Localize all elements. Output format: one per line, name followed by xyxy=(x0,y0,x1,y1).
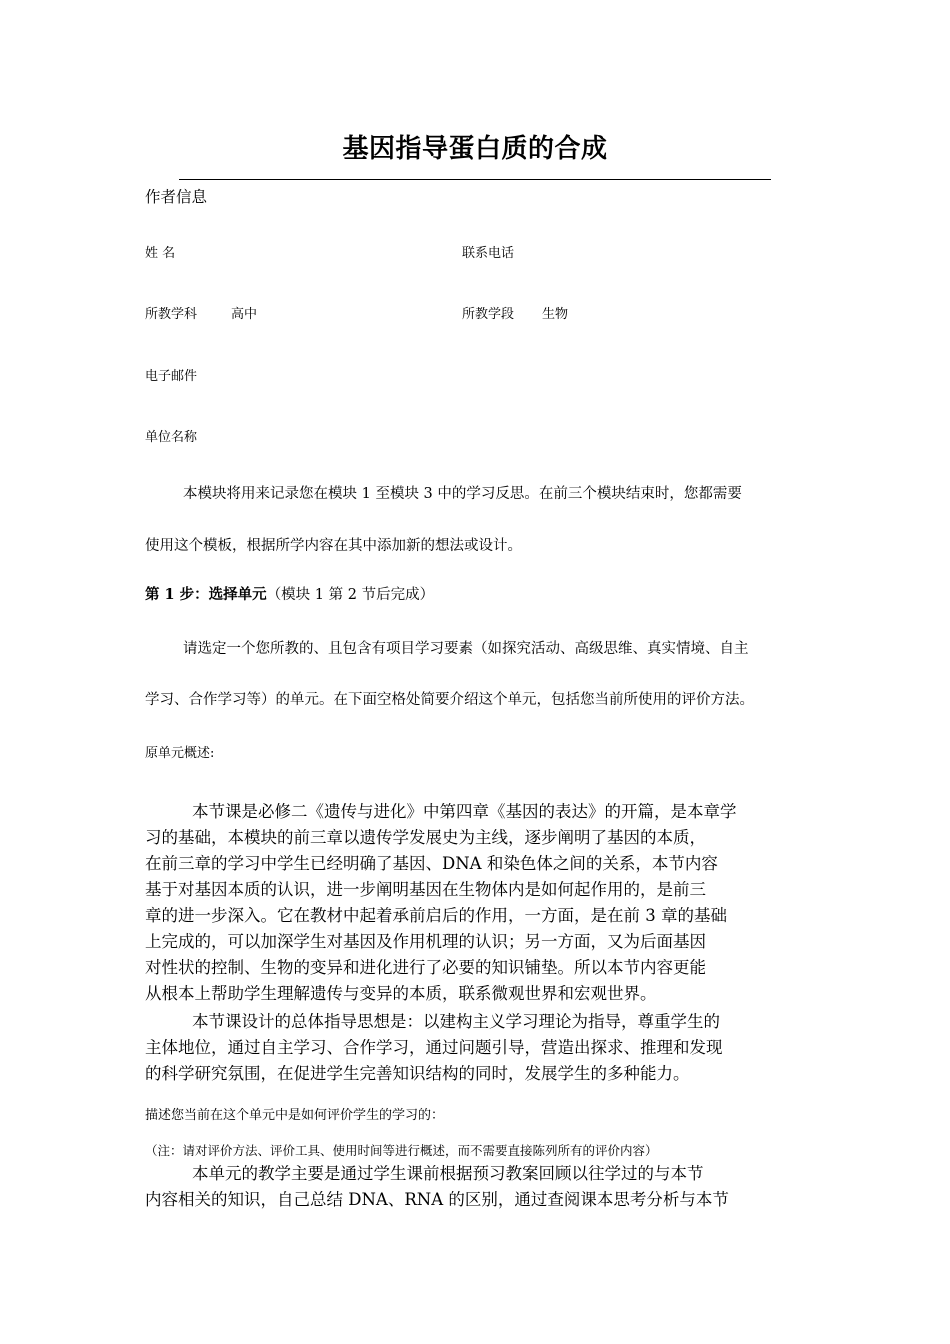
intro-line-1: 本模块将用来记录您在模块 1 至模块 3 中的学习反思。在前三个模块结束时，您都需要 xyxy=(183,486,742,502)
paragraph-2 xyxy=(145,1009,805,1087)
paragraph-2-line: 本节课设计的总体指导思想是：以建构主义学习理论为指导，尊重学生的 xyxy=(192,1012,720,1031)
paragraph-2-line: 的科学研究氛围，在促进学生完善知识结构的同时，发展学生的多种能力。 xyxy=(145,1064,690,1083)
paragraph-2-line: 主体地位，通过自主学习、合作学习，通过问题引导，营造出探求、推理和发现 xyxy=(145,1038,723,1057)
name-label: 姓 名 xyxy=(145,246,176,261)
intro-line-2: 使用这个模板，根据所学内容在其中添加新的想法或设计。 xyxy=(145,538,522,554)
overview-label: 原单元概述: xyxy=(145,746,215,761)
unit-label: 单位名称 xyxy=(145,430,198,445)
phone-label: 联系电话 xyxy=(462,246,515,261)
paragraph-3-line: 内容相关的知识，自己总结 DNA、RNA 的区别，通过查阅课本思考分析与本节 xyxy=(145,1190,729,1209)
paragraph-1-line: 上完成的，可以加深学生对基因及作用机理的认识；另一方面，又为后面基因 xyxy=(145,932,706,951)
paragraph-1-line: 习的基础，本模块的前三章以遗传学发展史为主线，逐步阐明了基因的本质， xyxy=(145,828,706,847)
author-section-heading: 作者信息 xyxy=(145,188,208,206)
stage-label: 所教学段 xyxy=(462,307,515,322)
title-divider xyxy=(179,179,771,180)
step1-desc-line-2: 学习、合作学习等）的单元。在下面空格处简要介绍这个单元，包括您当前所使用的评价方法。 xyxy=(145,692,754,708)
paragraph-1-line: 在前三章的学习中学生已经明确了基因、DNA 和染色体之间的关系，本节内容 xyxy=(145,854,718,873)
email-label: 电子邮件 xyxy=(145,369,198,384)
assessment-note: （注：请对评价方法、评价工具、使用时间等进行概述，而不需要直接陈列所有的评价内容） xyxy=(145,1143,658,1158)
step1-heading: 第 1 步：选择单元 xyxy=(145,586,267,603)
subject-value: 高中 xyxy=(231,307,258,322)
step1-heading-row xyxy=(145,583,434,604)
assessment-label: 描述您当前在这个单元中是如何评价学生的学习的： xyxy=(145,1108,445,1123)
step1-desc-line-1: 请选定一个您所教的、且包含有项目学习要素（如探究活动、高级思维、真实情境、自主 xyxy=(183,641,749,657)
subject-label: 所教学科 xyxy=(145,307,198,322)
paragraph-1-line: 本节课是必修二《遗传与进化》中第四章《基因的表达》的开篇，是本章学 xyxy=(192,802,737,821)
paragraph-3 xyxy=(145,1161,805,1213)
paragraph-1-line: 对性状的控制、生物的变异和进化进行了必要的知识铺垫。所以本节内容更能 xyxy=(145,958,706,977)
step1-note: （模块 1 第 2 节后完成） xyxy=(266,587,435,603)
paragraph-3-line: 本单元的教学主要是通过学生课前根据预习教案回顾以往学过的与本节 xyxy=(192,1164,704,1183)
paragraph-1-line: 从根本上帮助学生理解遗传与变异的本质，联系微观世界和宏观世界。 xyxy=(145,984,657,1003)
paragraph-1-line: 章的进一步深入。它在教材中起着承前启后的作用，一方面，是在前 3 章的基础 xyxy=(145,906,727,925)
document-title: 基因指导蛋白质的合成 xyxy=(342,134,608,164)
stage-value: 生物 xyxy=(542,307,569,322)
paragraph-1 xyxy=(145,799,805,1007)
paragraph-1-line: 基于对基因本质的认识，进一步阐明基因在生物体内是如何起作用的，是前三 xyxy=(145,880,706,899)
